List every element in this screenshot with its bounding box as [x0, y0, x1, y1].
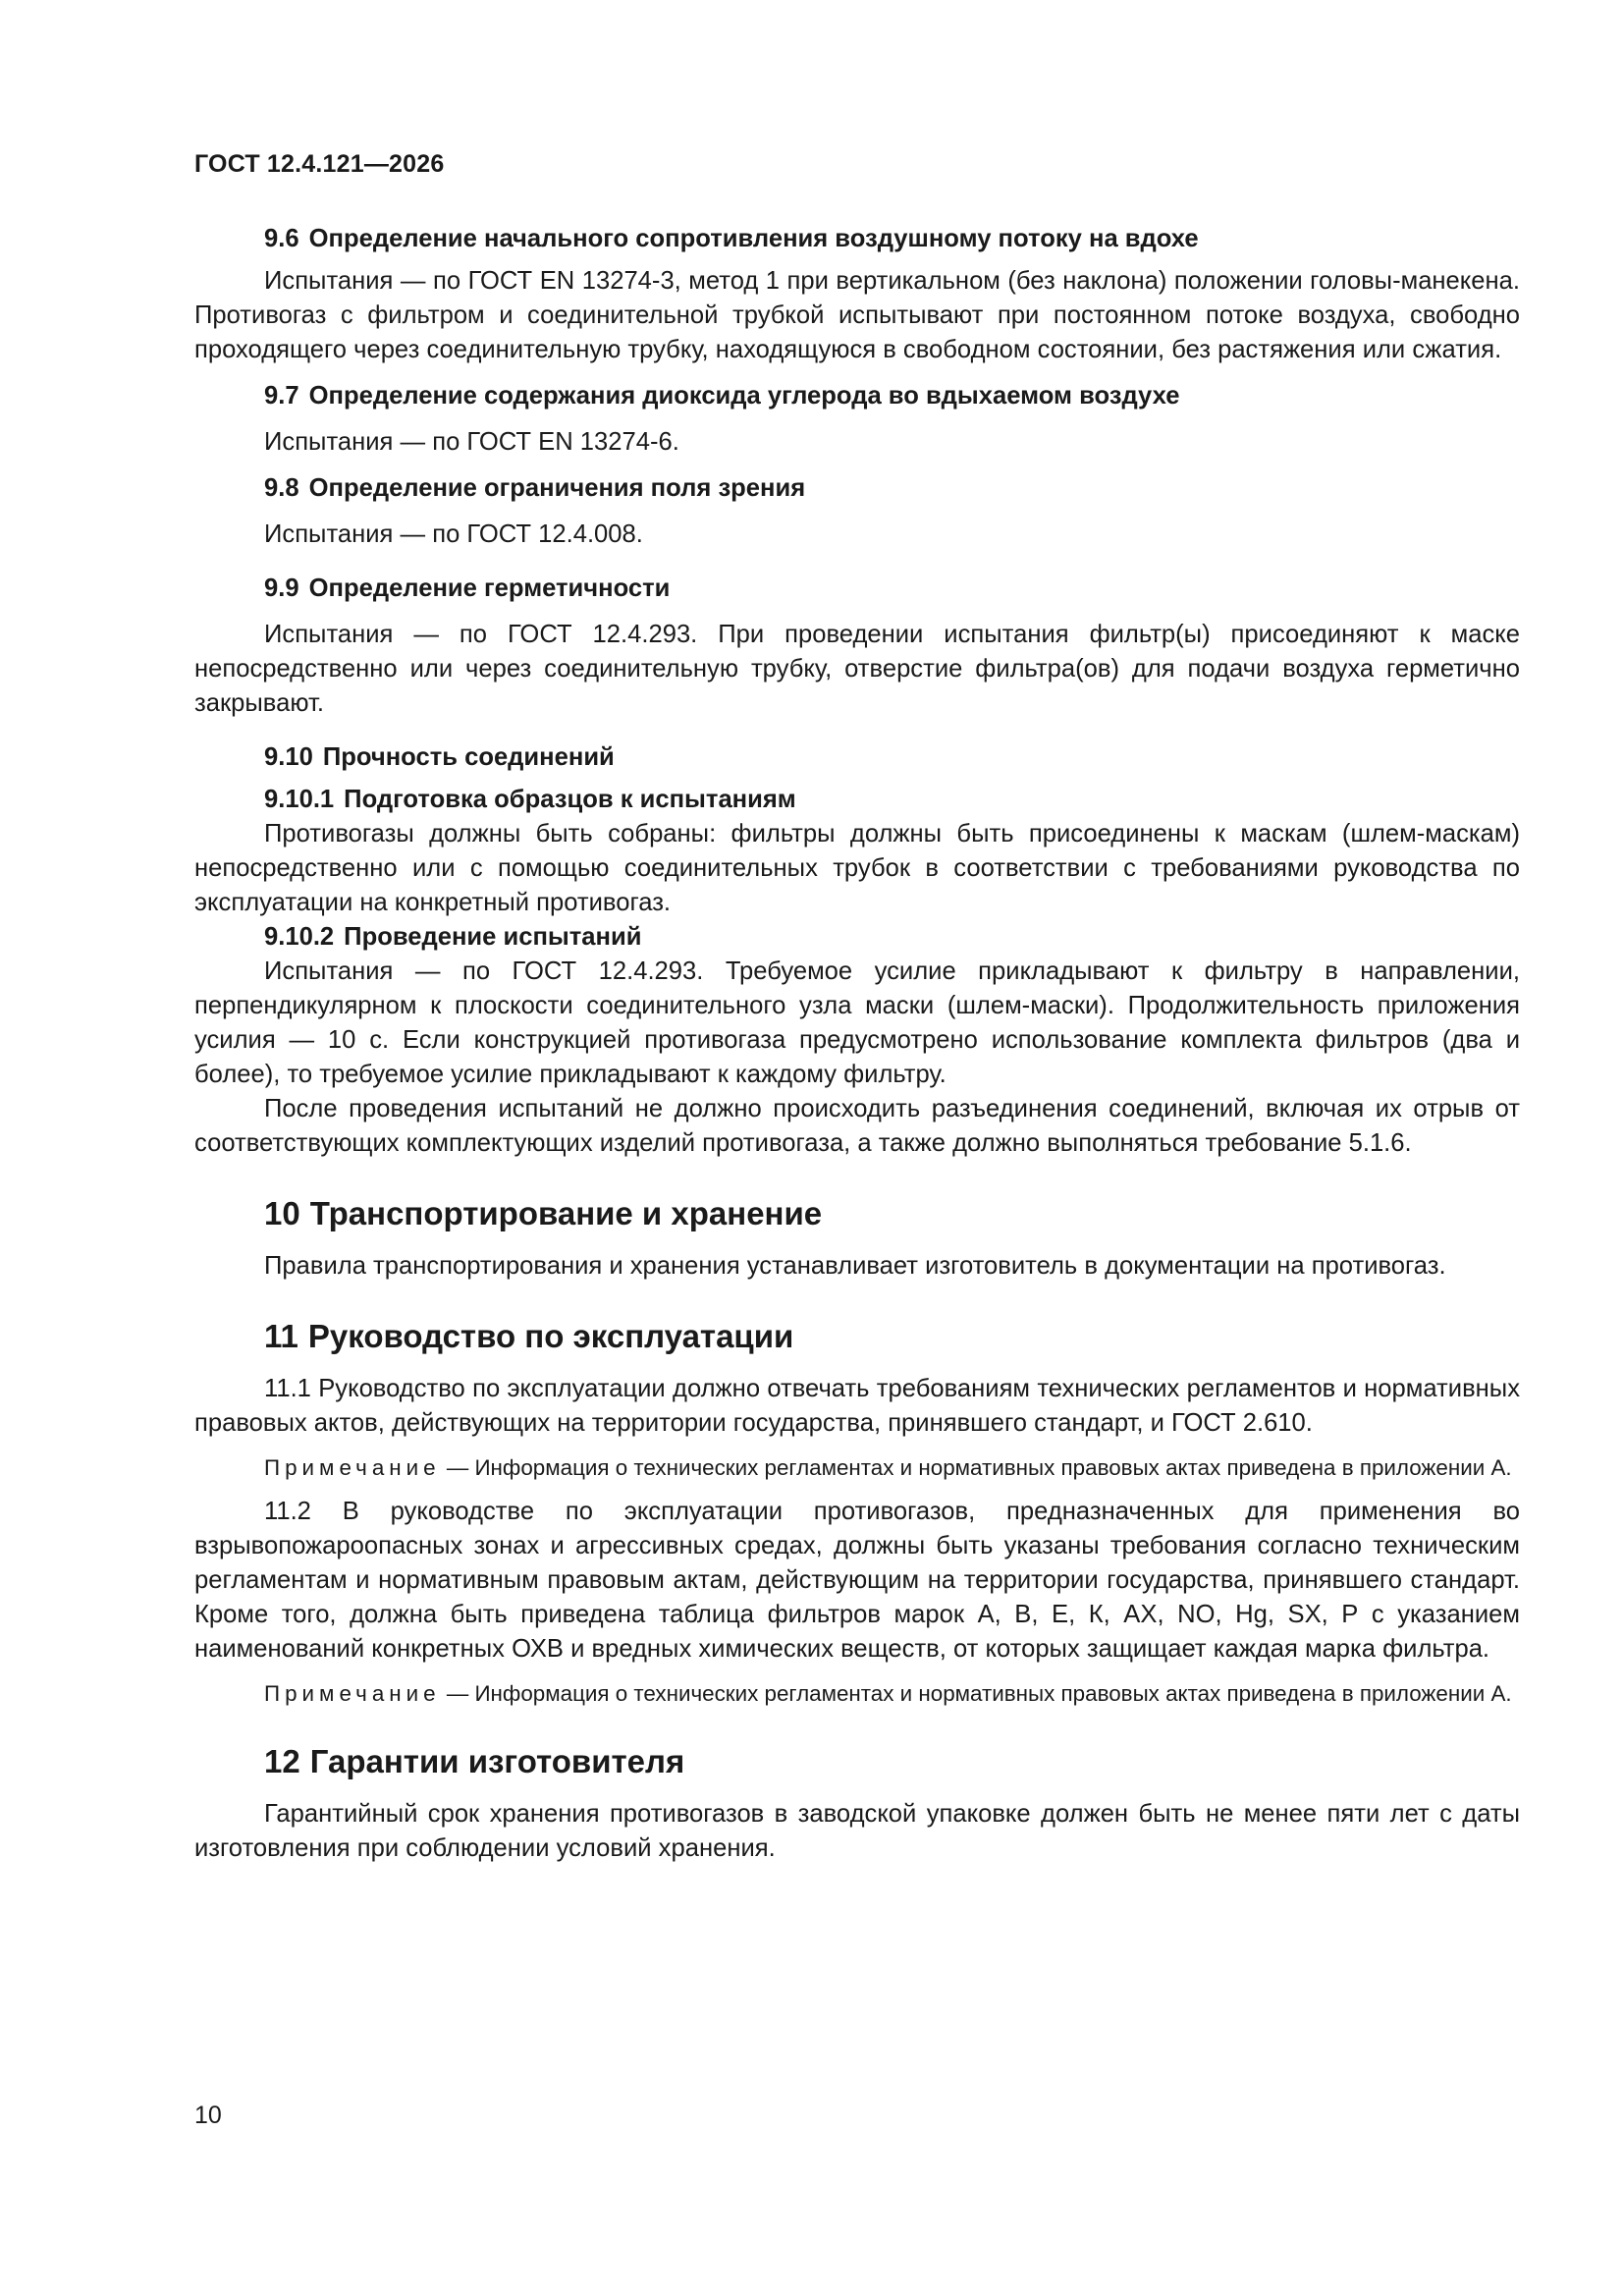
note-label: Примечание: [264, 1455, 441, 1480]
section-title: Подготовка образцов к испытаниям: [344, 786, 796, 813]
section-9-9-text: Испытания — по ГОСТ 12.4.293. При проведении испытания фильтр(ы) присоединяют к маске непосредственно или через соединительную трубку, отверстие фильтра(ов) для подачи воздуха герметично закрывают.: [194, 621, 1520, 717]
section-9-7-heading: [194, 379, 1520, 413]
section-9-8-heading: [194, 471, 1520, 506]
section-title: Прочность соединений: [322, 743, 615, 771]
document-header: ГОСТ 12.4.121—2026: [194, 150, 445, 178]
section-9-10-2-text: Испытания — по ГОСТ 12.4.293. Требуемое усилие прикладывают к фильтру в направлении, перпендикулярном к плоскости соединительного узла маски (шлем-маски). Продолжительность приложения усилия — 10 с. Если конструкцией противогаза предусмотрено использование комплекта фильтров (два и более), то требуемое усилие прикладывают к каждому фильтру.: [194, 957, 1520, 1088]
section-title: Руководство по эксплуатации: [307, 1318, 794, 1354]
section-number: 9.7: [264, 382, 299, 410]
section-9-10-2-text-continued: После проведения испытаний не должно происходить разъединения соединений, включая их отрыв от соответствующих комплектующих изделий противогаза, а также должно выполняться требование 5.1.6.: [194, 1095, 1520, 1157]
section-11-2-text: 11.2 В руководстве по эксплуатации противогазов, предназначенных для применения во взрывопожароопасных зонах и агрессивных средах, должны быть указаны требования согласно техническим регламентам и нормативным правовым актам, действующим на территории государства, принявшего стандарт. Кроме того, должна быть приведена таблица фильтров марок А, В, Е, К, АХ, NO, Hg, SX, Р с указанием наименований конкретных ОХВ и вредных химических веществ, от которых защищает каждая марка фильтра.: [194, 1498, 1520, 1663]
section-9-6-heading: [194, 222, 1520, 256]
section-number: 9.10: [264, 743, 313, 771]
section-title: Гарантии изготовителя: [309, 1743, 685, 1779]
note: [194, 1452, 1520, 1483]
section-9-6-text: Испытания — по ГОСТ EN 13274-3, метод 1 при вертикальном (без наклона) положении головы-манекена. Противогаз с фильтром и соединительной трубкой испытывают при постоянном потоке воздуха, свободно проходящего через соединительную трубку, находящуюся в свободном состоянии, без растяжения или сжатия.: [194, 267, 1520, 363]
section-number: 12: [264, 1743, 300, 1779]
section-number: 9.9: [264, 574, 299, 602]
note: [194, 1678, 1520, 1709]
section-title: Определение начального сопротивления воздушному потоку на вдохе: [308, 225, 1199, 252]
section-number: 9.6: [264, 225, 299, 252]
section-9-10-1-text: Противогазы должны быть собраны: фильтры должны быть присоединены к маскам (шлем-маскам) непосредственно или с помощью соединительных трубок в соответствии с требованиями руководства по эксплуатации на конкретный противогаз.: [194, 820, 1520, 916]
section-9-10-1-heading: [194, 783, 1520, 817]
section-9-10-2-heading: [194, 920, 1520, 955]
section-9-7-text: Испытания — по ГОСТ EN 13274-6.: [264, 428, 679, 456]
note-label: Примечание: [264, 1681, 441, 1706]
section-11-1-text: 11.1 Руководство по эксплуатации должно отвечать требованиям технических регламентов и нормативных правовых актов, действующих на территории государства, принявшего стандарт, и ГОСТ 2.610.: [194, 1375, 1520, 1437]
section-11-heading: [194, 1317, 1520, 1356]
section-10-heading: [194, 1194, 1520, 1233]
section-number: 10: [264, 1195, 300, 1231]
note-text: — Информация о технических регламентах и нормативных правовых актах приведена в приложении А.: [440, 1681, 1512, 1706]
section-number: 9.8: [264, 474, 299, 502]
section-number: 9.10.1: [264, 786, 335, 813]
section-12-heading: [194, 1742, 1520, 1781]
page-content: [194, 222, 1520, 1866]
section-title: Проведение испытаний: [344, 923, 642, 951]
section-10-text: Правила транспортирования и хранения устанавливает изготовитель в документации на противогаз.: [264, 1252, 1446, 1280]
section-number: 9.10.2: [264, 923, 335, 951]
section-9-8-text: Испытания — по ГОСТ 12.4.008.: [264, 520, 643, 548]
section-title: Определение содержания диоксида углерода во вдыхаемом воздухе: [308, 382, 1180, 410]
section-number: 11: [264, 1318, 298, 1354]
section-12-text: Гарантийный срок хранения противогазов в заводской упаковке должен быть не менее пяти лет с даты изготовления при соблюдении условий хранения.: [194, 1800, 1520, 1862]
note-text: — Информация о технических регламентах и нормативных правовых актах приведена в приложении А.: [440, 1455, 1512, 1480]
section-title: Транспортирование и хранение: [309, 1195, 823, 1231]
section-9-9-heading: [194, 572, 1520, 606]
page-number: 10: [194, 2102, 222, 2129]
section-title: Определение ограничения поля зрения: [308, 474, 806, 502]
section-9-10-heading: [194, 740, 1520, 775]
section-title: Определение герметичности: [308, 574, 671, 602]
